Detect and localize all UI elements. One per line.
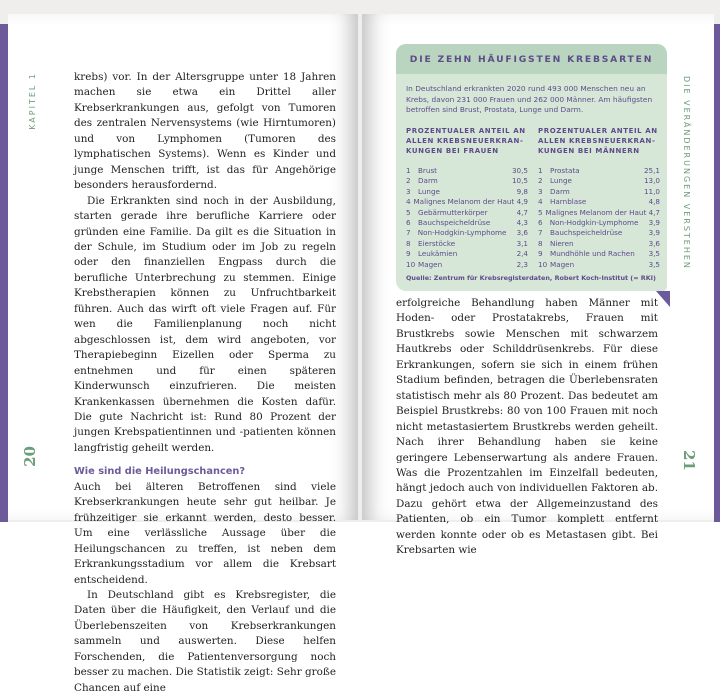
cancer-name: Gebärmutterkörper: [418, 207, 488, 217]
list-item: [406, 176, 528, 186]
left-paragraph-1: krebs) vor. In der Altersgruppe unter 18 Jahren machen sie etwa ein Drittel aller Krebserkrankungen aus, gefolgt von Tumoren des zentralen Nervensystems (wie Hirntumoren) und von Lymphomen (Tumoren des lymphatischen Systems). Wenn es Kinder und junge Menschen trifft, ist das für Angehörige besonders herausfordernd.: [74, 71, 336, 192]
women-column-header: PROZENTUALER ANTEIL AN ALLEN KREBSNEUERKRANKUNGEN BEI FRAUEN: [406, 127, 526, 156]
rank: 4: [406, 197, 411, 207]
cancer-name: Prostata: [550, 166, 580, 175]
source-note: Quelle: Zentrum für Krebsregisterdaten, Robert Koch-Institut (= RKI): [406, 274, 656, 282]
list-item: [538, 197, 660, 207]
rank: 6: [538, 218, 543, 228]
list-item: [406, 228, 528, 238]
rank: 5: [406, 207, 411, 217]
left-page-number: 20: [21, 446, 39, 467]
list-item: [538, 176, 660, 186]
percent-value: 25,1: [643, 166, 660, 175]
list-item: [538, 249, 660, 259]
right-page-number: 21: [680, 450, 698, 471]
percent-value: 3,9: [648, 228, 660, 238]
percent-value: 9,8: [516, 186, 528, 196]
rank: 6: [406, 218, 411, 228]
right-paragraph: erfolgreiche Behandlung haben Männer mit Hoden- oder Prostatakrebs, Frauen mit Brustkrebs sowie Menschen mit schwarzem Hautkrebs oder Schilddrüsenkrebs. Für diese Erkrankungen, sofern sie sich in einem frühen Stadium befinden, betragen die Überlebensraten statistisch mehr als 80 Prozent. Das bedeutet am Beispiel Brustkrebs: 80 von 100 Frauen mit noch nicht metastasiertem Brustkrebs werden geheilt. Nach ihrer Behandlung haben sie keine geringere Lebenserwartung als andere Frauen. Was die Prozentzahlen im Einzelfall bedeuten, hängt jedoch auch von individuellen Faktoren ab. Dazu gehört etwa der Allgemeinzustand des Patienten, ob ein Tumor komplett entfernt werden konnte oder ob es Metastasen gibt. Bei Krebsarten wie: [396, 297, 658, 557]
rank: 3: [538, 186, 543, 196]
rank: 2: [406, 176, 411, 186]
subheading: Wie sind die Heilungschancen?: [74, 466, 246, 478]
percent-value: 3,6: [648, 238, 660, 248]
right-running-head: DIE VERÄNDERUNGEN VERSTEHEN: [682, 76, 691, 270]
percent-value: 4,9: [516, 197, 528, 207]
left-paragraph-4: In Deutschland gibt es Krebsregister, die Daten über die Häufigkeit, den Verlauf und die Überlebenszeiten von Krebserkrankungen sammeln und auswerten. Diese helfen Forschenden, die Patientenversorgung noch besser zu machen. Die Statistik zeigt: Sehr große Chancen auf eine: [74, 588, 336, 694]
rank: 9: [538, 249, 543, 259]
cancer-name: Magen: [550, 259, 575, 269]
rank: 9: [406, 249, 411, 259]
info-box-title: DIE ZEHN HÄUFIGSTEN KREBSARTEN: [396, 44, 667, 74]
percent-value: 3,1: [516, 238, 528, 248]
rank: 3: [406, 186, 411, 196]
list-item: [406, 166, 528, 176]
percent-value: 13,0: [643, 176, 660, 186]
list-item: [406, 218, 528, 228]
list-item: [538, 187, 660, 197]
rank: 1: [406, 166, 411, 175]
men-list: [538, 166, 660, 270]
list-item: [406, 197, 528, 207]
rank: 5: [538, 207, 543, 217]
percent-value: 11,0: [643, 186, 660, 196]
percent-value: 30,5: [511, 166, 528, 175]
cancer-name: Darm: [550, 186, 570, 196]
percent-value: 3,5: [648, 249, 660, 259]
percent-value: 10,5: [511, 176, 528, 186]
list-item: [406, 208, 528, 218]
percent-value: 3,5: [648, 259, 660, 269]
rank: 8: [538, 238, 543, 248]
rank: 7: [538, 228, 543, 238]
rank: 1: [538, 166, 543, 175]
cancer-name: Bauchspeicheldrüse: [550, 228, 623, 238]
info-box-intro: In Deutschland erkrankten 2020 rund 493 000 Menschen neu an Krebs, davon 231 000 Frauen und 262 000 Männer. Am häufigsten betroffen sind Brust, Prostata, Lunge und Darm.: [406, 84, 653, 115]
rank: 10: [406, 259, 416, 269]
rank: 8: [406, 238, 411, 248]
cancer-name: Darm: [418, 176, 438, 186]
cancer-name: Mundhöhle und Rachen: [550, 249, 635, 259]
cancer-name: Malignes Melanom der Haut: [545, 207, 647, 217]
men-column-header: PROZENTUALER ANTEIL AN ALLEN KREBSNEUERKRANKUNGEN BEI MÄNNERN: [538, 127, 658, 156]
percent-value: 2,3: [516, 259, 528, 269]
cancer-name: Non-Hodgkin-Lymphome: [549, 218, 639, 228]
percent-value: 2,4: [516, 249, 528, 259]
left-paragraph-3: Auch bei älteren Betroffenen sind viele Krebserkrankungen heute sehr gut heilbar. Je frühzeitiger sie erkannt werden, desto besser. Um eine verlässliche Aussage über die Heilungschancen zu treffen, ist neben dem Erkrankungsstadium vor allem die Krebsart entscheidend.: [74, 480, 336, 586]
cancer-name: Non-Hodgkin-Lymphome: [417, 228, 507, 238]
info-box: [396, 44, 667, 291]
list-item: [538, 239, 660, 249]
cancer-name: Nieren: [550, 238, 574, 248]
list-item: [538, 218, 660, 228]
box-corner-triangle: [656, 291, 670, 307]
cancer-name: Lunge: [418, 186, 440, 196]
cancer-name: Magen: [418, 259, 443, 269]
cancer-name: Leukämien: [418, 249, 458, 259]
rank: 10: [538, 259, 548, 269]
cover-edge-right: [714, 24, 720, 522]
rank: 4: [538, 197, 543, 207]
percent-value: 4,7: [648, 207, 660, 217]
left-paragraph-2: Die Erkrankten sind noch in der Ausbildung, starten gerade ihre berufliche Karriere oder gründen eine Familie. Da gilt es die Situation in der Schule, im Studium oder im Job zu regeln oder den finanziellen Engpass durch die berufliche Unterbrechung zu stemmen. Einige Krebstherapien können zu Unfruchtbarkeit führen. Auch das wirft oft viele Fragen auf. Für wen die Familienplanung noch nicht abgeschlossen ist, dem wird angeboten, vor Therapiebeginn Eizellen oder Sperma zu entnehmen und für einen späteren Kinderwunsch einzufrieren. Die meisten Krankenkassen übernehmen die Kosten dafür. Die gute Nachricht ist: Rund 80 Prozent der jungen Krebspatientinnen und -patienten können langfristig geheilt werden.: [74, 194, 336, 454]
percent-value: 3,6: [516, 228, 528, 238]
left-body-text: [74, 70, 336, 696]
list-item: [406, 187, 528, 197]
right-body-text: [396, 296, 658, 559]
list-item: [538, 208, 660, 218]
percent-value: 4,7: [516, 207, 528, 217]
cancer-name: Harnblase: [550, 197, 587, 207]
rank: 2: [538, 176, 543, 186]
list-item: [538, 228, 660, 238]
percent-value: 3,9: [648, 218, 660, 228]
list-item: [406, 239, 528, 249]
left-running-head: KAPITEL 1: [28, 72, 37, 130]
list-item: [538, 166, 660, 176]
list-item: [538, 260, 660, 270]
cancer-name: Malignes Melanom der Haut: [413, 197, 515, 207]
percent-value: 4,8: [648, 197, 660, 207]
cover-edge-left: [0, 24, 8, 522]
rank: 7: [406, 228, 411, 238]
percent-value: 4,3: [516, 218, 528, 228]
women-list: [406, 166, 528, 270]
cancer-name: Eierstöcke: [418, 238, 456, 248]
cancer-name: Bauchspeicheldrüse: [418, 218, 491, 228]
cancer-name: Lunge: [550, 176, 572, 186]
list-item: [406, 249, 528, 259]
cancer-name: Brust: [418, 166, 438, 175]
list-item: [406, 260, 528, 270]
